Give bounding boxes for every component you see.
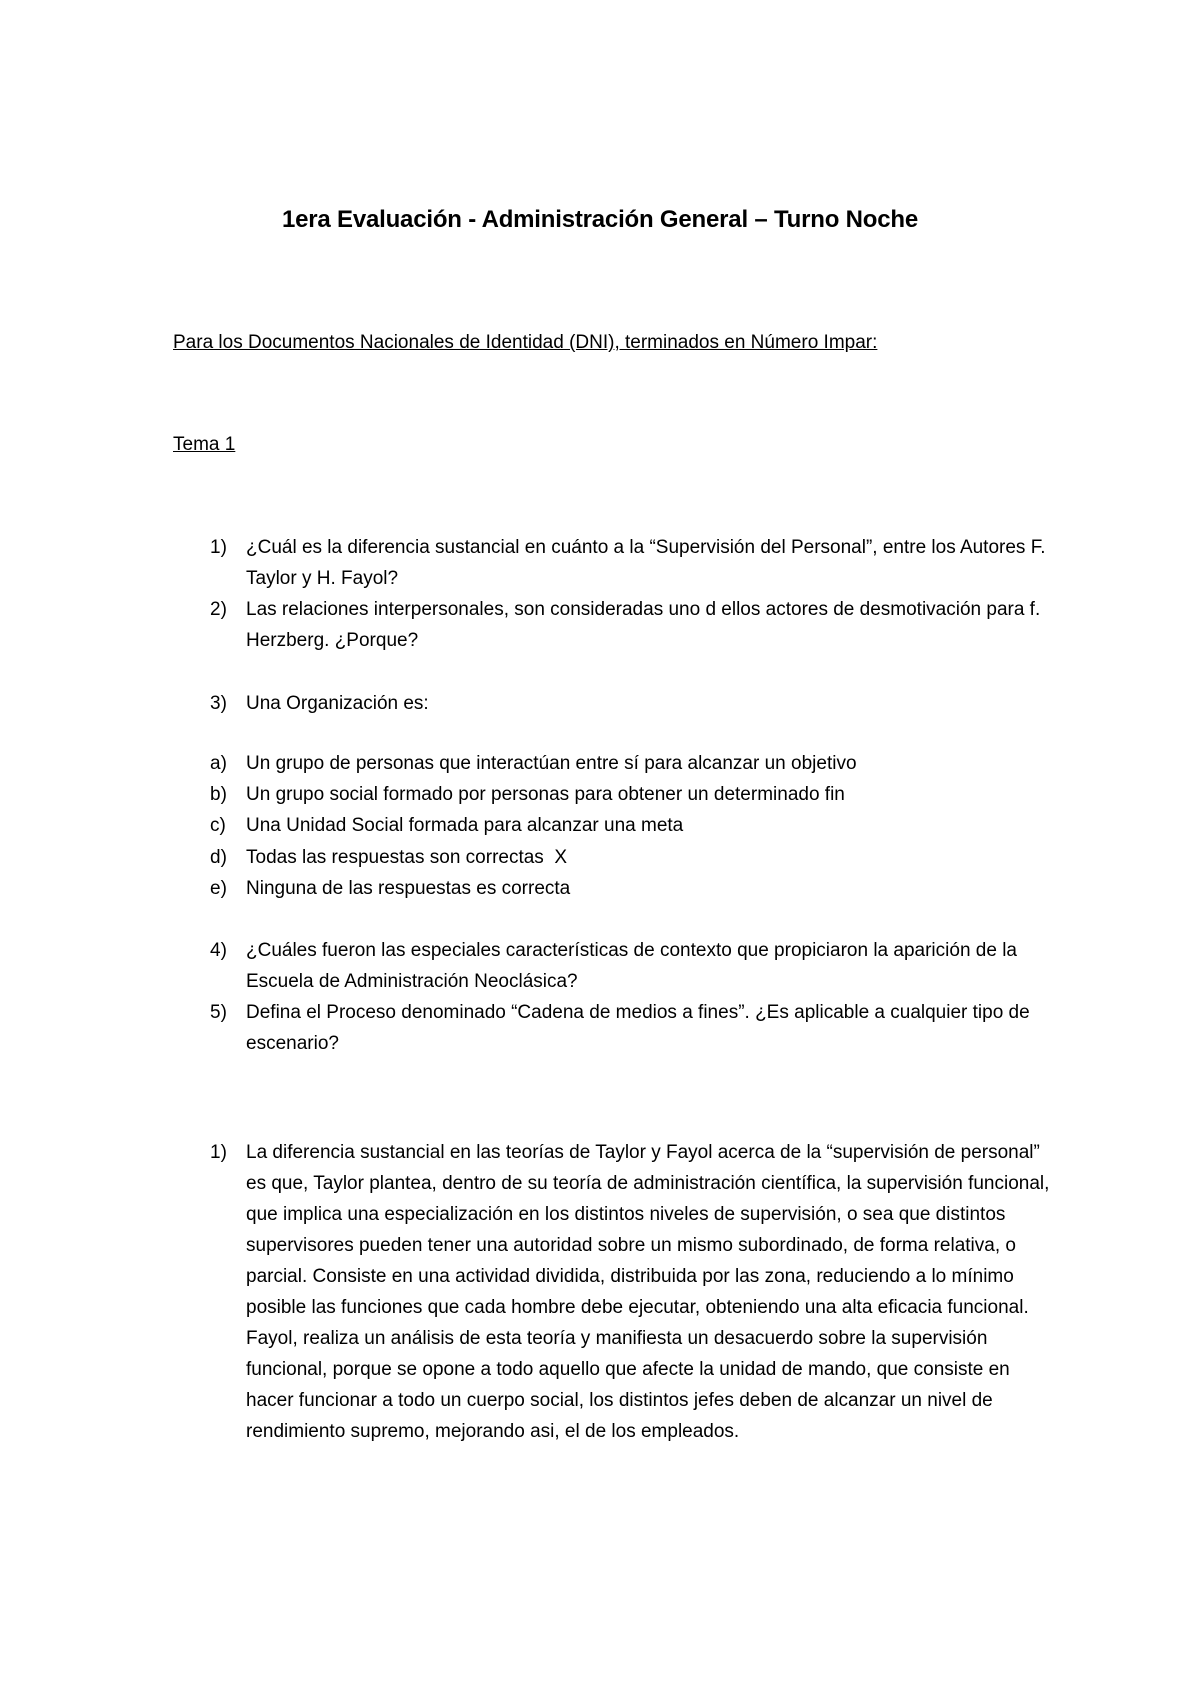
question-text: Defina el Proceso denominado “Cadena de medios a fines”. ¿Es aplicable a cualquier tipo de escenario? bbox=[246, 1002, 1030, 1054]
option-text: Un grupo social formado por personas para obtener un determinado fin bbox=[246, 784, 845, 805]
option-letter: d) bbox=[210, 847, 227, 868]
answer-number: 1) bbox=[210, 1142, 227, 1163]
option-letter: e) bbox=[210, 878, 227, 899]
question-text: ¿Cuál es la diferencia sustancial en cuánto a la “Supervisión del Personal”, entre los Autores F. Taylor y H. Fayol? bbox=[246, 537, 1046, 589]
option-letter: b) bbox=[210, 784, 227, 805]
option-item bbox=[210, 873, 1050, 904]
answer-item bbox=[210, 1137, 1050, 1447]
question-number: 5) bbox=[210, 1002, 227, 1023]
option-item bbox=[210, 748, 1050, 779]
option-text: Todas las respuestas son correctas X bbox=[246, 847, 568, 868]
option-letter: a) bbox=[210, 753, 227, 774]
question-item bbox=[210, 688, 1050, 719]
question-text: ¿Cuáles fueron las especiales características de contexto que propiciaron la aparición de la Escuela de Administración Neoclásica? bbox=[246, 940, 1017, 992]
option-letter: c) bbox=[210, 815, 226, 836]
question-text: Una Organización es: bbox=[246, 693, 429, 714]
page-subtitle: Para los Documentos Nacionales de Identidad (DNI), terminados en Número Impar: bbox=[173, 332, 878, 353]
question-number: 1) bbox=[210, 537, 227, 558]
option-item bbox=[210, 810, 1050, 841]
page-title: 1era Evaluación - Administración General – Turno Noche bbox=[281, 206, 919, 233]
option-item bbox=[210, 842, 1050, 873]
question-item bbox=[210, 997, 1050, 1059]
question-item bbox=[210, 594, 1050, 656]
question-number: 2) bbox=[210, 599, 227, 620]
option-text: Una Unidad Social formada para alcanzar una meta bbox=[246, 815, 684, 836]
option-item bbox=[210, 779, 1050, 810]
question-item bbox=[210, 532, 1050, 594]
section-heading: Tema 1 bbox=[173, 434, 236, 455]
question-number: 3) bbox=[210, 693, 227, 714]
question-number: 4) bbox=[210, 940, 227, 961]
question-text: Las relaciones interpersonales, son consideradas uno d ellos actores de desmotivación para f. Herzberg. ¿Porque? bbox=[246, 599, 1041, 651]
question-item bbox=[210, 935, 1050, 997]
option-text: Ninguna de las respuestas es correcta bbox=[246, 878, 571, 899]
answer-text: La diferencia sustancial en las teorías de Taylor y Fayol acerca de la “supervisión de personal” es que, Taylor plantea, dentro de su teoría de administración científica, la supervisión funcional, que implica una especialización en los distintos niveles de supervisión, o sea que distintos supervisores pueden tener una autoridad sobre un mismo subordinado, de forma relativa, o parcial. Consiste en una actividad dividida, distribuida por las zona, reduciendo a lo mínimo posible las funciones que cada hombre debe ejecutar, obteniendo una alta eficacia funcional. Fayol, realiza un análisis de esta teoría y manifiesta un desacuerdo sobre la supervisión funcional, porque se opone a todo aquello que afecte la unidad de mando, que consiste en hacer funcionar a todo un cuerpo social, los distintos jefes deben de alcanzar un nivel de rendimiento supremo, mejorando asi, el de los empleados. bbox=[246, 1142, 1050, 1442]
option-text: Un grupo de personas que interactúan entre sí para alcanzar un objetivo bbox=[246, 753, 857, 774]
